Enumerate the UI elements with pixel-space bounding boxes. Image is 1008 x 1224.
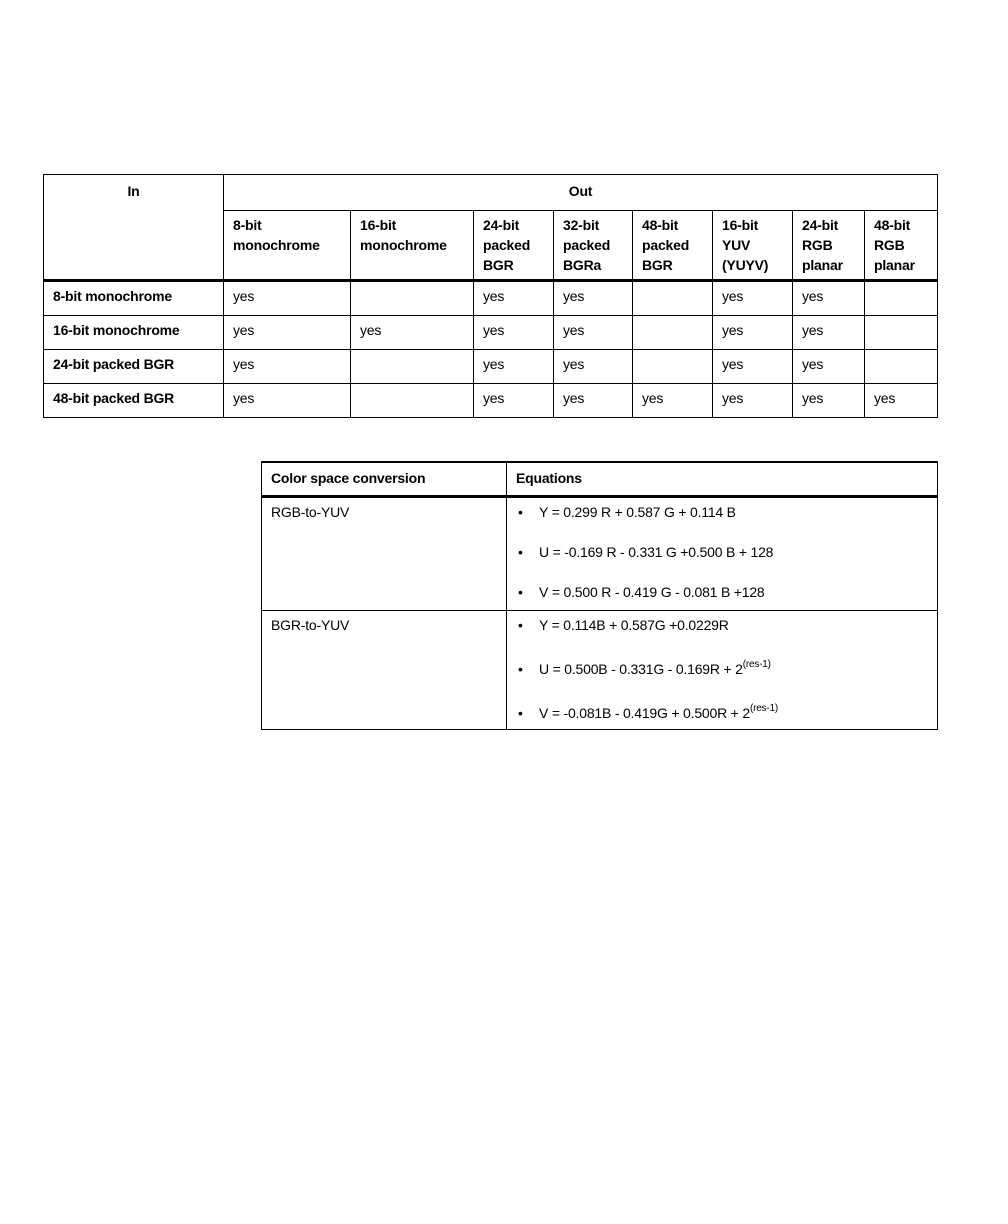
equation-item: [516, 582, 928, 602]
column-header-line: monochrome: [233, 237, 320, 253]
table-cell: yes: [713, 316, 793, 350]
color-space-equations-table: [261, 461, 938, 730]
equation-text: U = 0.500B - 0.331G - 0.169R + 2: [539, 661, 743, 677]
equation-item: [516, 659, 928, 679]
table-cell: yes: [793, 316, 865, 350]
exponent: (res-1): [742, 659, 771, 670]
out-column-header: [713, 211, 793, 281]
bullet-icon: •: [518, 661, 523, 677]
table-cell: yes: [793, 384, 865, 418]
column-header-line: 24-bit: [483, 217, 520, 233]
equation-text: U = -0.169 R - 0.331 G +0.500 B + 128: [539, 544, 774, 560]
equation-list: [516, 502, 928, 602]
table-row: [262, 497, 938, 611]
format-conversion-table: [43, 174, 938, 418]
column-header-line: 48-bit: [874, 217, 911, 233]
equation-list: [516, 615, 928, 723]
equation-text: Y = 0.114B + 0.587G +0.0229R: [539, 617, 729, 633]
table-cell: yes: [554, 384, 633, 418]
table-cell: yes: [713, 384, 793, 418]
row-label: 16-bit monochrome: [44, 316, 224, 350]
bullet-icon: •: [518, 617, 523, 633]
out-header: Out: [224, 175, 938, 211]
conversion-name: BGR-to-YUV: [262, 611, 507, 730]
row-label: 48-bit packed BGR: [44, 384, 224, 418]
table-cell: yes: [554, 350, 633, 384]
equations-cell: [507, 497, 938, 611]
table-cell: [865, 281, 938, 316]
conversion-header: Color space conversion: [262, 462, 507, 497]
equation-text: V = -0.081B - 0.419G + 0.500R + 2: [539, 705, 750, 721]
equation-text: V = 0.500 R - 0.419 G - 0.081 B +128: [539, 584, 765, 600]
column-header-line: packed: [483, 237, 531, 253]
column-header-line: planar: [802, 257, 843, 273]
column-header-line: BGRa: [563, 257, 602, 273]
equation-item: [516, 542, 928, 562]
table-cell: [633, 281, 713, 316]
conversion-name: RGB-to-YUV: [262, 497, 507, 611]
out-column-header: [865, 211, 938, 281]
column-header-line: RGB: [874, 237, 905, 253]
equation-item: [516, 703, 928, 723]
column-header-line: BGR: [642, 257, 673, 273]
table-cell: [865, 316, 938, 350]
out-column-header: [554, 211, 633, 281]
out-column-header: [633, 211, 713, 281]
column-header-line: 48-bit: [642, 217, 679, 233]
table-cell: yes: [474, 281, 554, 316]
bullet-icon: •: [518, 504, 523, 520]
exponent: (res-1): [749, 703, 778, 714]
table-cell: yes: [474, 316, 554, 350]
table-cell: yes: [224, 281, 351, 316]
table-row: [262, 611, 938, 730]
out-column-header: [351, 211, 474, 281]
table-cell: yes: [633, 384, 713, 418]
table-cell: yes: [224, 350, 351, 384]
bullet-icon: •: [518, 705, 523, 721]
table-cell: [633, 350, 713, 384]
table-cell: yes: [474, 350, 554, 384]
table-row: [44, 281, 938, 316]
row-label: 24-bit packed BGR: [44, 350, 224, 384]
out-column-header: [793, 211, 865, 281]
column-header-line: packed: [642, 237, 690, 253]
table-row: [44, 316, 938, 350]
table-cell: yes: [713, 281, 793, 316]
table-cell: [351, 281, 474, 316]
equations-header: Equations: [507, 462, 938, 497]
column-header-line: monochrome: [360, 237, 447, 253]
table-cell: [633, 316, 713, 350]
table-cell: [351, 350, 474, 384]
table-cell: yes: [351, 316, 474, 350]
equation-text: Y = 0.299 R + 0.587 G + 0.114 B: [539, 504, 736, 520]
column-header-line: 32-bit: [563, 217, 600, 233]
column-header-line: 8-bit: [233, 217, 262, 233]
table-cell: yes: [865, 384, 938, 418]
column-header-line: 24-bit: [802, 217, 839, 233]
column-header-line: YUV: [722, 237, 751, 253]
table-cell: [351, 384, 474, 418]
column-header-line: 16-bit: [360, 217, 397, 233]
out-column-header: [474, 211, 554, 281]
table-cell: yes: [793, 281, 865, 316]
equation-item: [516, 615, 928, 635]
column-header-line: 16-bit: [722, 217, 759, 233]
column-header-line: (YUYV): [722, 257, 769, 273]
equations-cell: [507, 611, 938, 730]
table-cell: yes: [474, 384, 554, 418]
row-label: 8-bit monochrome: [44, 281, 224, 316]
column-header-line: RGB: [802, 237, 833, 253]
in-header: In: [44, 175, 224, 281]
table-cell: yes: [713, 350, 793, 384]
out-column-header: [224, 211, 351, 281]
bullet-icon: •: [518, 584, 523, 600]
table-cell: [865, 350, 938, 384]
table-row: [44, 350, 938, 384]
table-cell: yes: [224, 384, 351, 418]
column-header-line: packed: [563, 237, 611, 253]
table-row: [44, 384, 938, 418]
equation-item: [516, 502, 928, 522]
bullet-icon: •: [518, 544, 523, 560]
table-cell: yes: [554, 281, 633, 316]
table-cell: yes: [793, 350, 865, 384]
table-cell: yes: [224, 316, 351, 350]
column-header-line: planar: [874, 257, 915, 273]
column-header-line: BGR: [483, 257, 514, 273]
table-cell: yes: [554, 316, 633, 350]
